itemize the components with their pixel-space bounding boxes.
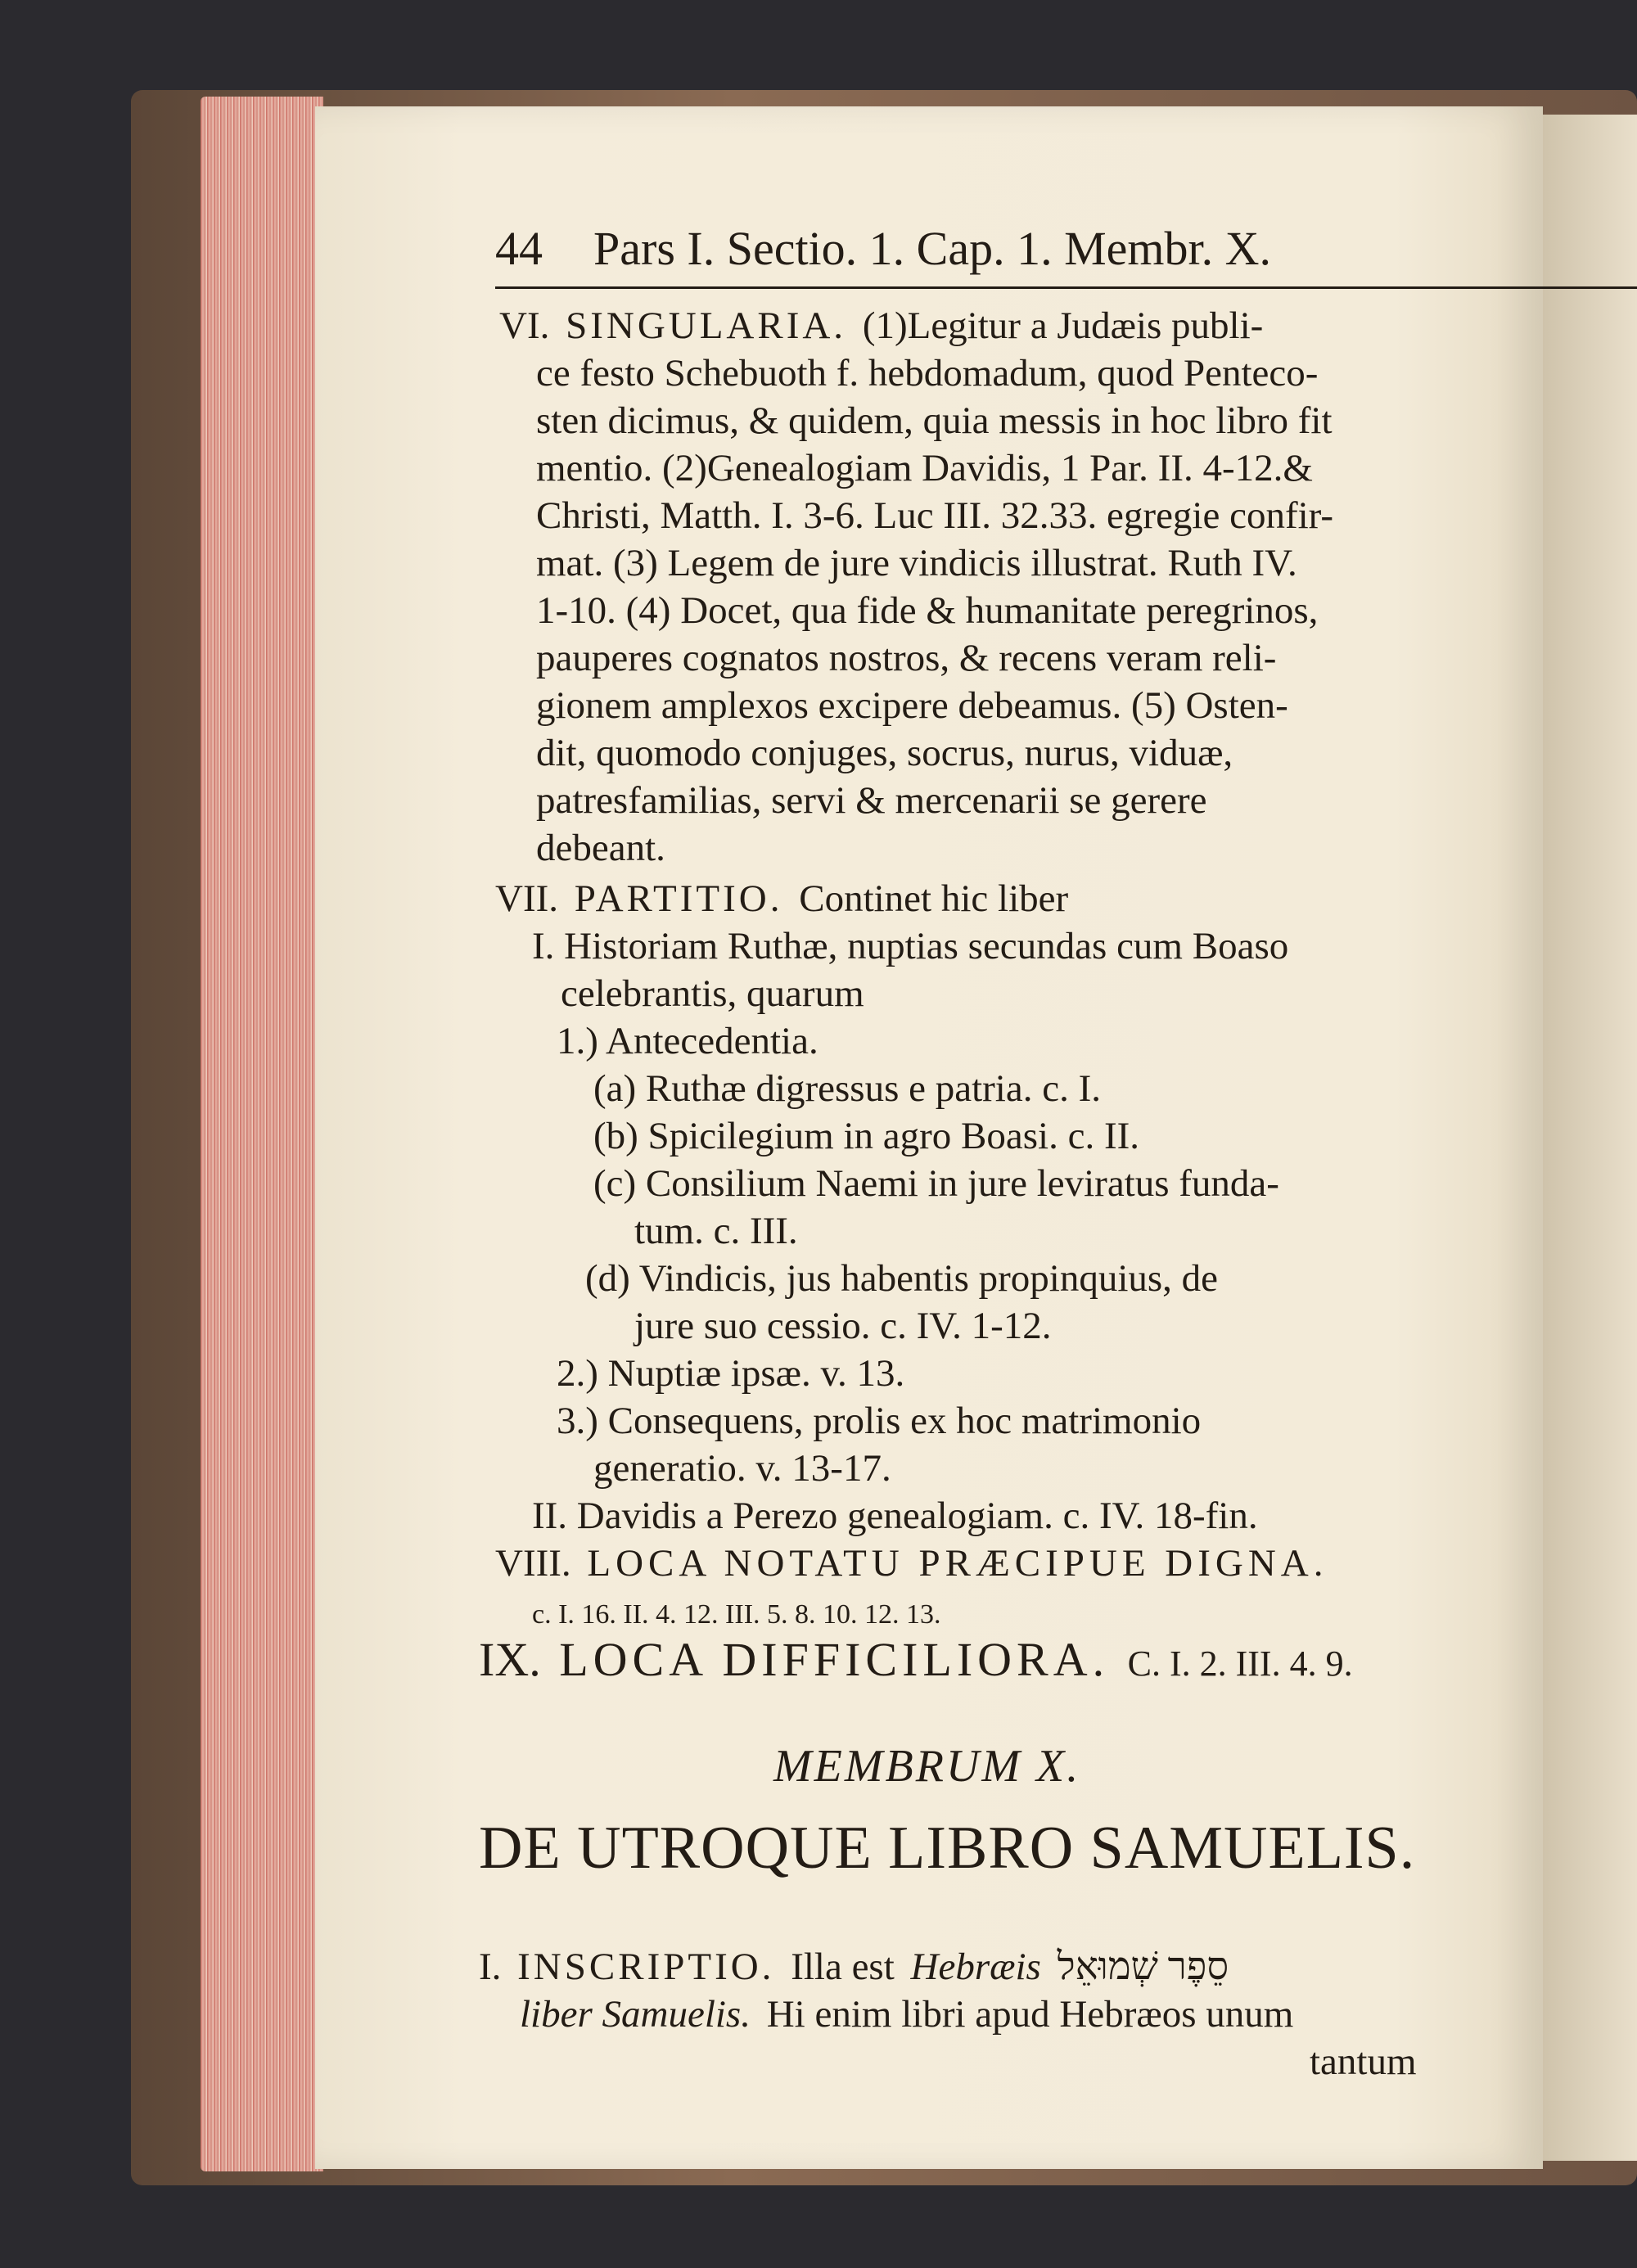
section-vi-line-5: Christi, Matth. I. 3-6. Luc III. 32.33. egregie confir- xyxy=(536,494,1334,537)
section-vi-line-6: mat. (3) Legem de jure vindicis illustrat. Ruth IV. xyxy=(536,542,1297,584)
section-vi-line-7: 1-10. (4) Docet, qua fide & humanitate peregrinos, xyxy=(536,589,1319,632)
section-i-line-1 xyxy=(479,1944,1235,1990)
partitio-line-10: 2.) Nuptiæ ipsæ. v. 13. xyxy=(557,1352,905,1395)
section-viii-heading: LOCA NOTATU PRÆCIPUE DIGNA. xyxy=(587,1542,1328,1585)
section-i-line-2-italic: liber Samuelis. xyxy=(520,1993,751,2036)
section-vii-first-line xyxy=(495,876,1075,922)
partitio-line-13: II. Davidis a Perezo genealogiam. c. IV. 18-fin. xyxy=(532,1495,1258,1537)
section-vi-line-8: pauperes cognatos nostros, & recens veram reli- xyxy=(536,637,1277,679)
section-viii-label: VIII. xyxy=(495,1542,571,1585)
section-vii-label: VII. xyxy=(495,877,558,920)
section-vi-line-11: patresfamilias, servi & mercenarii se gerere xyxy=(536,779,1207,822)
section-i-text: Illa est xyxy=(791,1946,895,1988)
section-i-heading: INSCRIPTIO. xyxy=(517,1946,775,1988)
membrum-title: DE UTROQUE LIBRO SAMUELIS. xyxy=(479,1815,1416,1882)
section-ix-line xyxy=(479,1633,1360,1687)
section-i-line-2-text: Hi enim libri apud Hebræos unum xyxy=(766,1993,1294,2036)
membrum-label: MEMBRUM X. xyxy=(773,1741,1081,1792)
section-vi-label: VI. xyxy=(499,304,550,347)
page-edges xyxy=(201,97,323,2171)
section-ix-label: IX. xyxy=(479,1633,541,1686)
section-vii-heading: PARTITIO. xyxy=(574,877,783,920)
section-vi-line-4: mentio. (2)Genealogiam Davidis, 1 Par. II. 4-12.& xyxy=(536,447,1313,489)
partitio-line-8: (d) Vindicis, jus habentis propinquius, de xyxy=(585,1257,1219,1300)
partitio-line-4: (a) Ruthæ digressus e patria. c. I. xyxy=(593,1067,1101,1110)
partitio-line-2: celebrantis, quarum xyxy=(561,972,864,1015)
facing-page-edge xyxy=(1543,115,1637,2161)
section-vi-line-10: dit, quomodo conjuges, socrus, nurus, viduæ, xyxy=(536,732,1233,774)
section-i-line-2 xyxy=(520,1991,1300,2037)
section-viii-line xyxy=(495,1540,1334,1586)
page-number: 44 xyxy=(495,222,543,275)
partitio-line-12: generatio. v. 13-17. xyxy=(593,1447,891,1490)
section-i-label: I. xyxy=(479,1946,502,1988)
partitio-line-3: 1.) Antecedentia. xyxy=(557,1020,818,1062)
header-rule xyxy=(495,286,1637,289)
section-vi-line-12: debeant. xyxy=(536,827,665,869)
section-i-text-italic: Hebræis xyxy=(910,1946,1041,1988)
partitio-line-7: tum. c. III. xyxy=(634,1210,798,1252)
book-page xyxy=(315,106,1543,2169)
section-vii-intro: Continet hic liber xyxy=(799,877,1069,920)
section-vi-heading: SINGULARIA. xyxy=(566,304,847,347)
partitio-line-1: I. Historiam Ruthæ, nuptias secundas cum Boaso xyxy=(532,925,1289,967)
section-vi-line-3: sten dicimus, & quidem, quia messis in hoc libro fit xyxy=(536,399,1333,442)
partitio-line-9: jure suo cessio. c. IV. 1-12. xyxy=(634,1305,1052,1347)
section-vi-line-2: ce festo Schebuoth f. hebdomadum, quod Penteco- xyxy=(536,352,1319,395)
section-vi-line-1: (1)Legitur a Judæis publi- xyxy=(862,304,1264,347)
hebrew-title: סֵפֶר שְׁמוּאֵל xyxy=(1057,1946,1229,1988)
running-header xyxy=(495,221,1637,286)
section-viii-refs: c. I. 16. II. 4. 12. III. 5. 8. 10. 12. 13. xyxy=(532,1599,941,1630)
partitio-line-6: (c) Consilium Naemi in jure leviratus funda- xyxy=(593,1162,1279,1205)
partitio-line-11: 3.) Consequens, prolis ex hoc matrimonio xyxy=(557,1400,1202,1442)
section-ix-refs: C. I. 2. III. 4. 9. xyxy=(1127,1644,1353,1684)
partitio-line-5: (b) Spicilegium in agro Boasi. c. II. xyxy=(593,1115,1139,1157)
running-title: Pars I. Sectio. 1. Cap. 1. Membr. X. xyxy=(593,222,1272,275)
section-vi-first-line xyxy=(499,303,1269,349)
catchword: tantum xyxy=(1310,2040,1417,2083)
section-ix-heading: LOCA DIFFICILIORA. xyxy=(559,1633,1110,1686)
section-vi-line-9: gionem amplexos excipere debeamus. (5) Osten- xyxy=(536,684,1288,727)
